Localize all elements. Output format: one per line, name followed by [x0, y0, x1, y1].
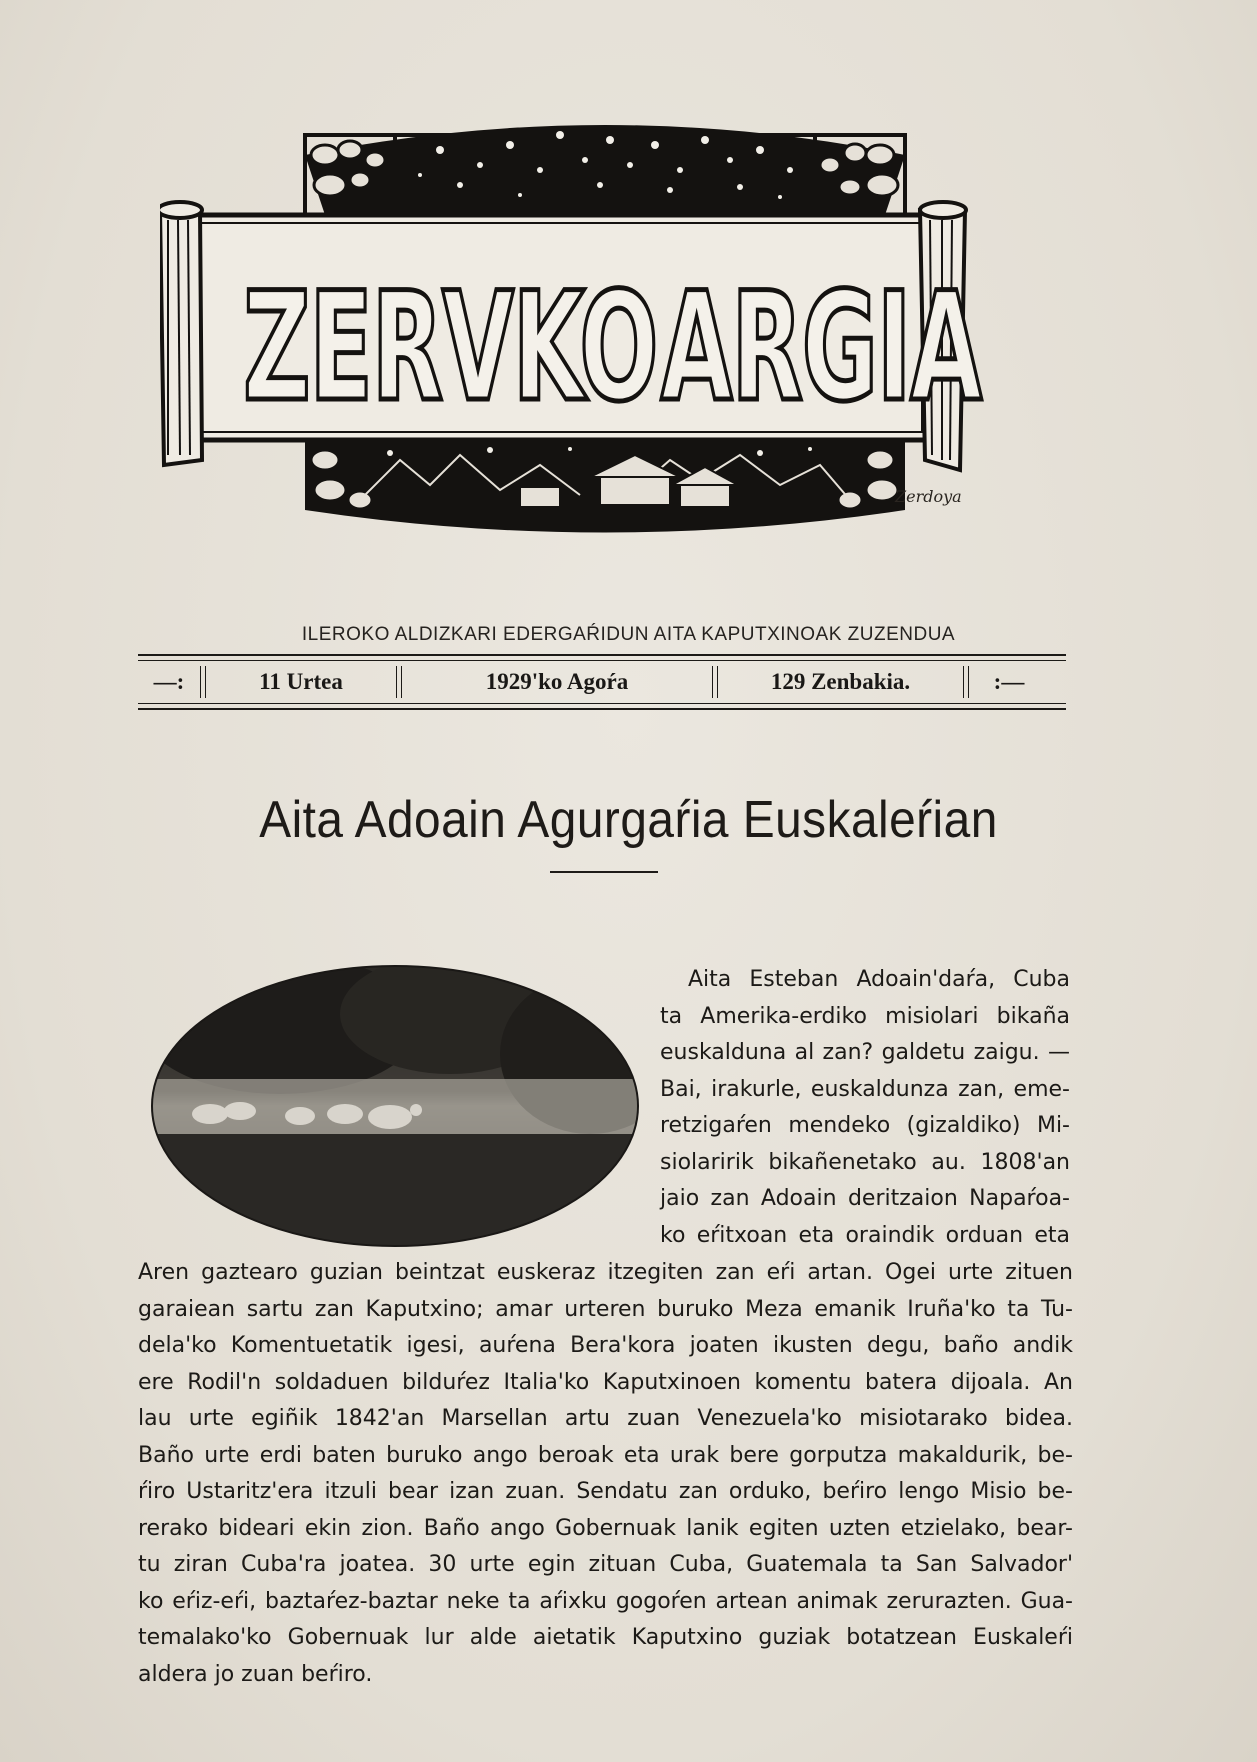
- body-line: ŕiro Ustaritz'era itzuli bear izan zuan. Sendatu zan orduko, beŕiro lengo Misio be-: [138, 1479, 1073, 1504]
- column-line: siolaririk bikañenetako au. 1808'an: [660, 1149, 1070, 1175]
- issue-date: 1929'ko Agoŕa: [485, 669, 629, 694]
- issue-bar: [138, 654, 1066, 710]
- oval-photo-sheep: [150, 964, 640, 1248]
- subtitle: ILEROKO ALDIZKARI EDERGAŔIDUN AITA KAPUTXINOAK ZUZENDUA: [301, 624, 956, 645]
- article-body: [138, 1255, 1073, 1693]
- scroll-left: [160, 202, 202, 465]
- masthead: [160, 115, 1050, 595]
- body-line: dela'ko Komentuetatik igesi, auŕena Bera'kora joaten ikusten degu, baño andik: [138, 1333, 1073, 1358]
- issue-rule-top: [138, 654, 1066, 656]
- column-line: Aita Esteban Adoain'daŕa, Cuba: [688, 967, 1070, 992]
- masthead-title-word1: ZERVKO: [243, 260, 658, 435]
- column-line: euskalduna al zan? galdetu zaigu. —: [660, 1040, 1070, 1065]
- artist-signature: Zerdoya: [895, 487, 962, 506]
- column-line: ko eŕitxoan eta oraindik orduan eta: [660, 1222, 1070, 1248]
- issue-rule-top-thin: [138, 660, 1066, 661]
- column-line: retzigaŕen mendeko (gizaldiko) Mi-: [660, 1113, 1070, 1138]
- masthead-title-word2: ARGIA: [660, 260, 981, 435]
- body-line: garaiean sartu zan Kaputxino; amar urteren buruko Meza emanik Iruña'ko ta Tu-: [138, 1296, 1073, 1322]
- column-line: Bai, irakurle, euskaldunza zan, eme-: [660, 1076, 1070, 1102]
- photo-artwork: [150, 964, 640, 1248]
- article-headline: Aita Adoain Agurgaŕia Euskaleŕian: [259, 791, 998, 849]
- issue-rule-bottom-thin: [138, 703, 1066, 704]
- body-line: ko eŕiz-eŕi, baztaŕez-baztar neke ta aŕixku gogoŕen artean animak zerurazten. Gua-: [138, 1588, 1073, 1614]
- column-line: jaio zan Adoain deritzaion Napaŕoa-: [660, 1186, 1070, 1211]
- issue-year: 11 Urtea: [259, 669, 343, 694]
- body-line: tu ziran Cuba'ra joatea. 30 urte egin zituan Cuba, Guatemala ta San Salvador': [138, 1552, 1073, 1577]
- body-line: Baño urte erdi baten buruko ango beroak eta urak bere gorputza makaldurik, be-: [138, 1442, 1073, 1468]
- body-line: lau urte egiñik 1842'an Marsellan artu zuan Venezuela'ko misiotarako bidea.: [138, 1406, 1073, 1431]
- body-line: temalako'ko Gobernuak lur alde aietatik Kaputxino guziak botatzean Euskaleŕi: [138, 1625, 1073, 1650]
- issue-right-ornament: :—: [993, 669, 1025, 694]
- issue-number: 129 Zenbakia.: [770, 669, 911, 694]
- headline-underline: [550, 871, 658, 873]
- issue-left-ornament: —:: [153, 669, 185, 694]
- issue-cells: [138, 666, 1066, 698]
- masthead-title: [243, 250, 981, 445]
- issue-rule-bottom: [138, 708, 1066, 710]
- body-line: Aren gaztearo guzian beintzat euskeraz itzegiten zan eŕi artan. Ogei urte zituen: [138, 1260, 1073, 1285]
- body-line: ere Rodil'n soldaduen bilduŕez Italia'ko Kaputxinoen komentu batera dijoala. An: [138, 1369, 1073, 1395]
- body-line: aldera jo zuan beŕiro.: [138, 1661, 373, 1687]
- article-column: [660, 962, 1070, 1254]
- column-line: ta Amerika-erdiko misiolari bikaña: [660, 1003, 1070, 1029]
- body-line: rerako bideari ekin zion. Baño ango Gobernuak lanik egiten uzten etzielako, bear-: [138, 1515, 1073, 1541]
